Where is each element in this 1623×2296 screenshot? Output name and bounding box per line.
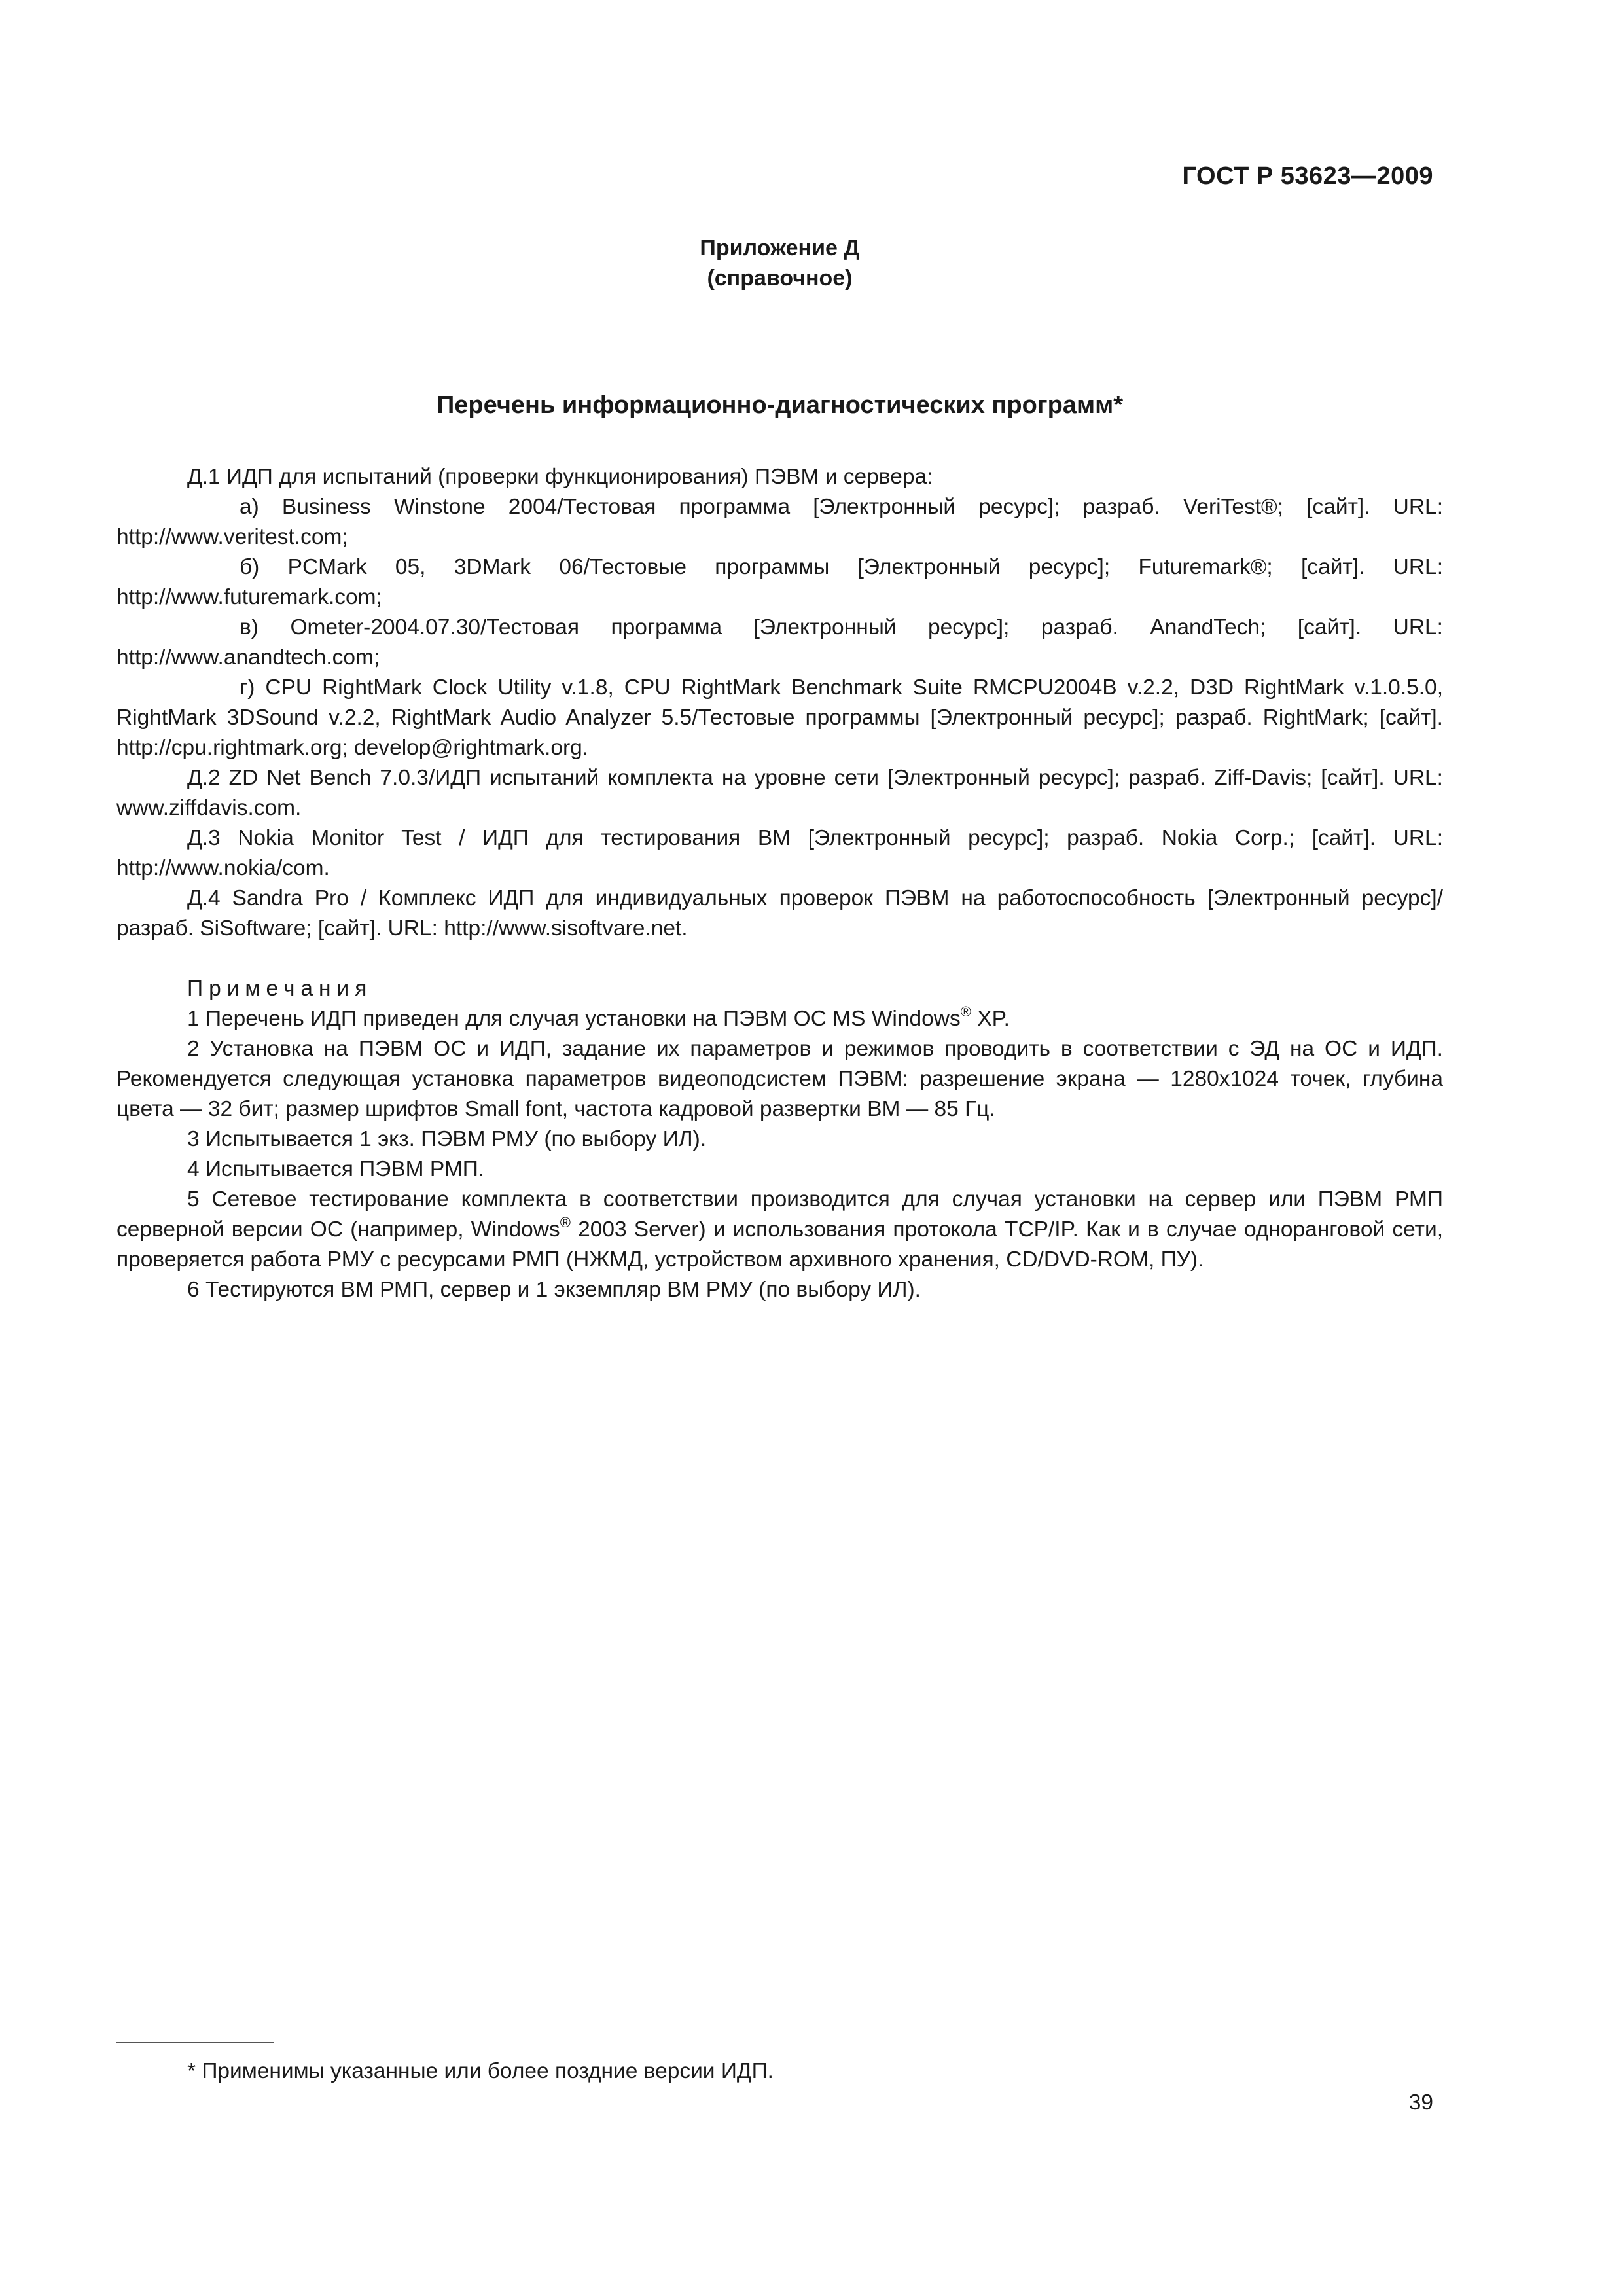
item-d1: Д.1 ИДП для испытаний (проверки функционирования) ПЭВМ и сервера:	[187, 465, 933, 489]
item-d1-b: б) PCMark 05, 3DMark 06/Тестовые программы [Электронный ресурс]; Futuremark®; [сайт]. URL: http://www.futuremark.com;	[116, 555, 1443, 609]
note-1-text: 1 Перечень ИДП приведен для случая установки на ПЭВМ ОС MS Windows	[187, 1007, 961, 1031]
note-5	[116, 1185, 1443, 1275]
document-title: Перечень информационно-диагностических программ*	[436, 391, 1123, 419]
appendix-title: Приложение Д	[700, 236, 860, 260]
document-body	[116, 462, 1443, 1305]
note-5-tail: 2003 Server) и использования протокола TCP/IP. Как и в случае одноранговой сети, проверяется работа РМУ с ресурсами РМП (НЖМД, устройством архивного хранения, CD/DVD-ROM, ПУ).	[116, 1217, 1443, 1272]
standard-code: ГОСТ Р 53623—2009	[1182, 162, 1433, 190]
note-3: 3 Испытывается 1 экз. ПЭВМ РМУ (по выбору ИЛ).	[187, 1127, 707, 1151]
appendix-subtitle: (справочное)	[707, 266, 853, 291]
notes-heading: Примечания	[187, 977, 373, 1001]
item-d3: Д.3 Nokia Monitor Test / ИДП для тестирования ВМ [Электронный ресурс]; разраб. Nokia Corp.; [сайт]. URL: http://www.nokia/com.	[116, 826, 1443, 880]
item-d1-d: г) CPU RightMark Clock Utility v.1.8, CPU RightMark Benchmark Suite RMCPU2004B v.2.2, D3D RightMark v.1.0.5.0, RightMark 3DSound v.2.2, RightMark Audio Analyzer 5.5/Тестовые программы [Электронный ресурс]; разраб. RightMark; [сайт]. http://cpu.rightmark.org; develop@rightmark.org.	[116, 675, 1443, 760]
notes-section	[116, 974, 1443, 1305]
footnote-divider	[116, 2042, 274, 2043]
note-1	[116, 1004, 1443, 1034]
item-d2: Д.2 ZD Net Bench 7.0.3/ИДП испытаний комплекта на уровне сети [Электронный ресурс]; разраб. Ziff-Davis; [сайт]. URL: www.ziffdavis.com.	[116, 766, 1443, 820]
registered-mark: ®	[560, 1214, 571, 1230]
note-2: 2 Установка на ПЭВМ ОС и ИДП, задание их параметров и режимов проводить в соответствии с ЭД на ОС и ИДП. Рекомендуется следующая установка параметров видеоподсистем ПЭВМ: разрешение экрана — 1280x1024 точек, глубина цвета — 32 бит; размер шрифтов Small font, частота кадровой развертки ВМ — 85 Гц.	[116, 1037, 1443, 1121]
note-6: 6 Тестируются ВМ РМП, сервер и 1 экземпляр ВМ РМУ (по выбору ИЛ).	[187, 1278, 921, 1302]
page-number: 39	[1408, 2090, 1433, 2115]
item-d4: Д.4 Sandra Pro / Комплекс ИДП для индивидуальных проверок ПЭВМ на работоспособность [Электронный ресурс]/разраб. SiSoftware; [сайт]. URL: http://www.sisoftvare.net.	[116, 886, 1443, 941]
footnote: * Применимы указанные или более поздние версии ИДП.	[187, 2059, 774, 2083]
note-4: 4 Испытывается ПЭВМ РМП.	[187, 1157, 485, 1181]
appendix-heading	[116, 233, 1443, 293]
note-1-tail: XP.	[971, 1007, 1010, 1031]
note-5-text: 5 Сетевое тестирование комплекта в соответствии производится для случая установки на сервер или ПЭВМ РМП серверной версии ОС (например, Windows	[116, 1187, 1443, 1242]
item-d1-c: в) Ometer-2004.07.30/Тестовая программа [Электронный ресурс]; разраб. AnandTech; [сайт]. URL: http://www.anandtech.com;	[116, 615, 1443, 670]
registered-mark: ®	[960, 1003, 971, 1020]
item-d1-a: а) Business Winstone 2004/Тестовая программа [Электронный ресурс]; разраб. VeriTest®; [сайт]. URL: http://www.veritest.com;	[116, 495, 1443, 549]
